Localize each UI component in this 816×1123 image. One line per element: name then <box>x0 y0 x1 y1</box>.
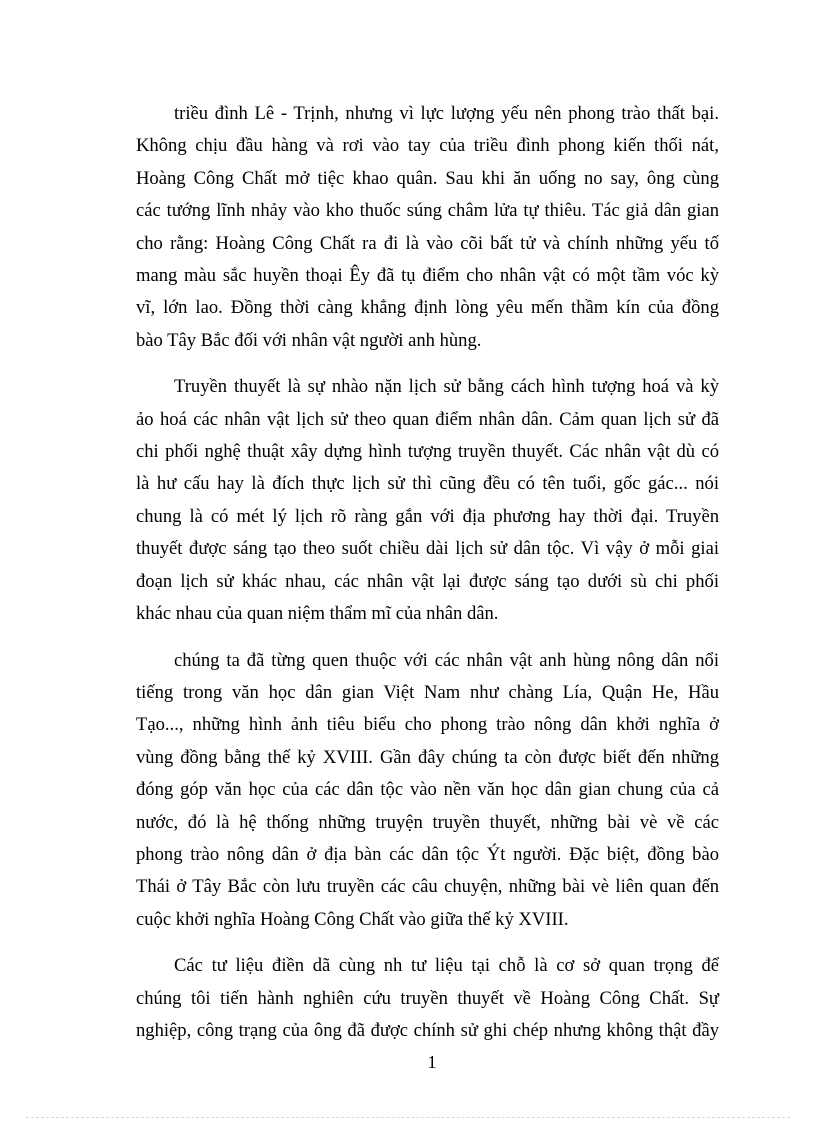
text-line: Hoàng Công Chất mở tiệc khao quân. Sau khi ăn uống no say, ông cùng <box>136 167 719 189</box>
text-line: Thái ở Tây Bắc còn lưu truyền các câu chuyện, những bài vè liên quan đến <box>136 876 719 898</box>
text-line: cho rằng: Hoàng Công Chất ra đi là vào cõi bất tử và chính những yếu tố <box>136 232 719 254</box>
text-line: ảo hoá các nhân vật lịch sử theo quan điểm nhân dân. Cảm quan lịch sử đã <box>136 408 719 430</box>
text-line: thuyết được sáng tạo theo suốt chiều dài lịch sử dân tộc. Vì vậy ở mỗi giai <box>136 538 719 560</box>
text-line: chi phối nghệ thuật xây dựng hình tượng truyền thuyết. Các nhân vật dù có <box>136 441 719 463</box>
paragraph <box>136 98 719 357</box>
text-line: khác nhau của quan niệm thẩm mĩ của nhân dân. <box>136 603 499 625</box>
text-line: là hư cấu hay là đích thực lịch sử thì cũng đều có tên tuổi, gốc gác... nói <box>136 473 719 495</box>
text-line: cuộc khởi nghĩa Hoàng Công Chất vào giữa thế kỷ XVIII. <box>136 908 569 930</box>
text-line: bào Tây Bắc đối với nhân vật người anh hùng. <box>136 329 482 351</box>
text-line: Tạo..., những hình ảnh tiêu biểu cho phong trào nông dân khởi nghĩa ở <box>136 714 719 736</box>
text-line: Truyền thuyết là sự nhào nặn lịch sử bằng cách hình tượng hoá và kỳ <box>174 376 719 398</box>
text-line: nước, đó là hệ thống những truyện truyền thuyết, những bài vè về các <box>136 811 719 833</box>
text-line: chúng ta đã từng quen thuộc với các nhân vật anh hùng nông dân nổi <box>174 649 719 671</box>
text-line: chúng tôi tiến hành nghiên cứu truyền thuyết về Hoàng Công Chất. Sự <box>136 987 719 1009</box>
text-line: phong trào nông dân ở địa bàn các dân tộc Ýt người. Đặc biệt, đồng bào <box>136 843 719 865</box>
text-line: đoạn lịch sử khác nhau, các nhân vật lại được sáng tạo dưới sù chi phối <box>136 570 719 592</box>
text-line: các tướng lĩnh nhảy vào kho thuốc súng châm lửa tự thiêu. Tác giả dân gian <box>136 200 719 222</box>
text-line: Các tư liệu điền dã cùng nh tư liệu tại chỗ là cơ sở quan trọng để <box>174 955 719 977</box>
text-line: triều đình Lê - Trịnh, nhưng vì lực lượng yếu nên phong trào thất bại. <box>174 103 719 124</box>
text-line: vùng đồng bằng thế kỷ XVIII. Gần đây chúng ta còn được biết đến những <box>136 746 719 768</box>
text-line: tiếng trong văn học dân gian Việt Nam như chàng Lía, Quận He, Hầu <box>136 681 719 703</box>
paragraph <box>136 950 719 1047</box>
page-bottom-divider <box>26 1117 790 1118</box>
text-line: chung là có mét lý lịch rõ ràng gắn với địa phương hay thời đại. Truyền <box>136 505 719 527</box>
paragraph <box>136 645 719 937</box>
page-number: 1 <box>427 1052 437 1072</box>
paragraph <box>136 371 719 630</box>
text-line: Không chịu đầu hàng và rơi vào tay của triều đình phong kiến thối nát, <box>136 135 719 157</box>
text-line: vĩ, lớn lao. Đồng thời càng khẳng định lòng yêu mến thầm kín của đồng <box>136 297 719 319</box>
text-line: đóng góp văn học của các dân tộc vào nền văn học dân gian chung của cả <box>136 779 719 801</box>
text-line: nghiệp, công trạng của ông đã được chính sử ghi chép nhưng không thật đầy <box>136 1019 719 1041</box>
text-line: mang màu sắc huyền thoại Êy đã tụ điểm cho nhân vật có một tầm vóc kỳ <box>136 265 719 287</box>
body-text <box>136 98 719 1061</box>
